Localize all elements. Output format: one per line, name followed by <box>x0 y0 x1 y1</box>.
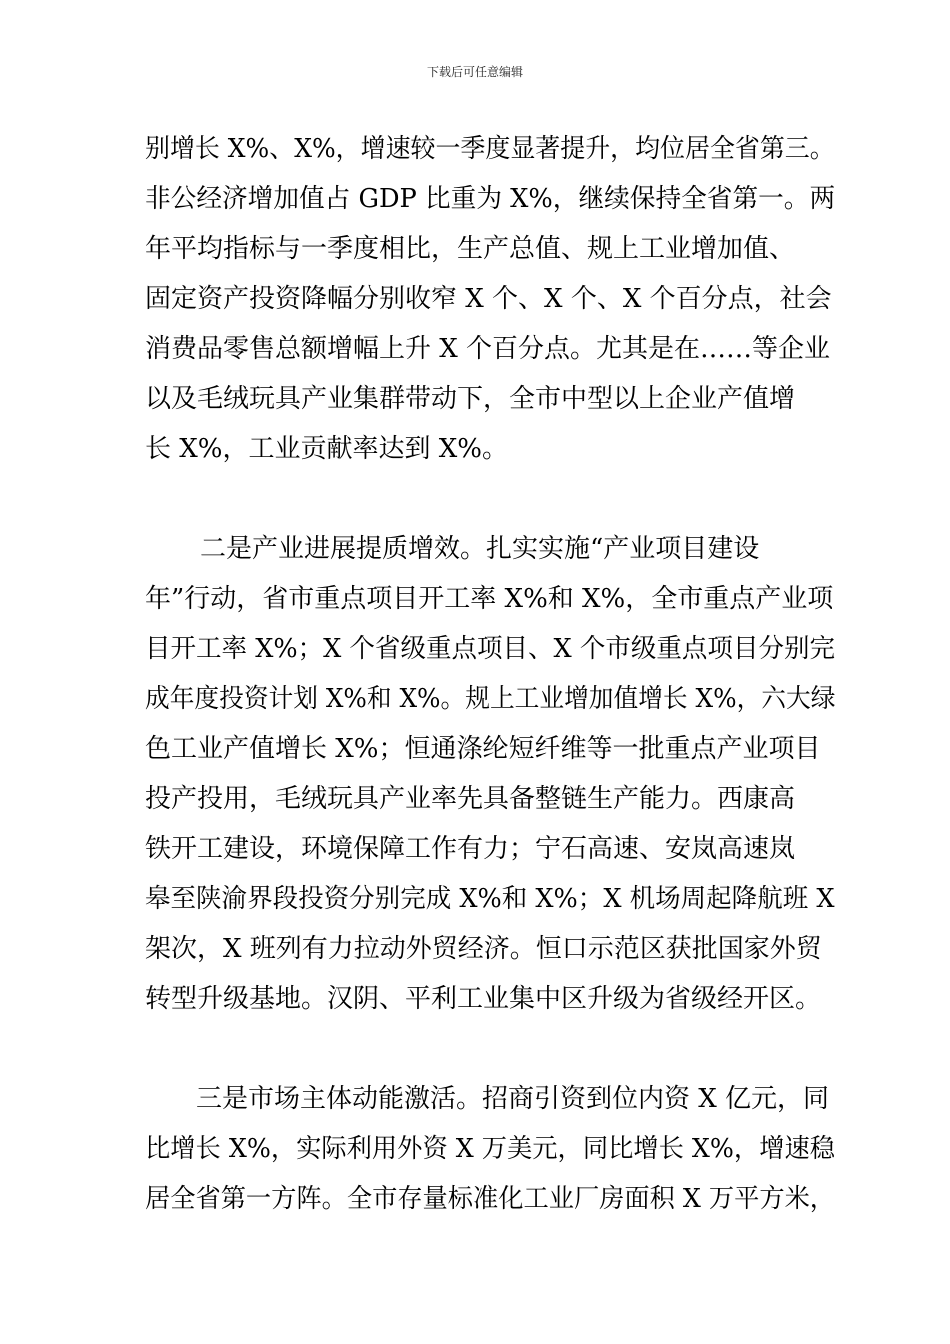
text-line: 铁开工建设，环境保障工作有力；宁石高速、安岚高速岚 <box>145 834 796 864</box>
text-line: 三是市场主体动能激活。招商引资到位内资 X 亿元，同 <box>196 1084 830 1114</box>
text-line: 长 X%，工业贡献率达到 X%。 <box>145 434 508 464</box>
text-line: 以及毛绒玩具产业集群带动下，全市中型以上企业产值增 <box>145 384 796 414</box>
text-line: 二是产业进展提质增效。扎实实施“产业项目建设 <box>200 534 760 564</box>
text-line: 投产投用，毛绒玩具产业率先具备整链生产能力。西康高 <box>145 784 796 814</box>
text-line: 固定资产投资降幅分别收窄 X 个、X 个、X 个百分点，社会 <box>145 284 832 314</box>
text-line: 目开工率 X%；X 个省级重点项目、X 个市级重点项目分别完 <box>145 634 836 664</box>
text-line: 架次，X 班列有力拉动外贸经济。恒口示范区获批国家外贸 <box>145 934 822 964</box>
text-line: 成年度投资计划 X%和 X%。规上工业增加值增长 X%，六大绿 <box>145 684 836 714</box>
page-header-note: 下载后可任意编辑 <box>426 65 523 79</box>
text-line: 消费品零售总额增幅上升 X 个百分点。尤其是在……等企业 <box>145 334 831 364</box>
text-line: 转型升级基地。汉阴、平利工业集中区升级为省级经开区。 <box>145 984 822 1014</box>
text-line: 年平均指标与一季度相比，生产总值、规上工业增加值、 <box>145 234 796 264</box>
text-line: 别增长 X%、X%，增速较一季度显著提升，均位居全省第三。 <box>145 134 835 164</box>
text-line: 年”行动，省市重点项目开工率 X%和 X%，全市重点产业项 <box>145 584 834 614</box>
text-line: 皋至陕渝界段投资分别完成 X%和 X%；X 机场周起降航班 X <box>145 884 835 914</box>
text-line: 色工业产值增长 X%；恒通涤纶短纤维等一批重点产业项目 <box>145 734 821 764</box>
text-line: 居全省第一方阵。全市存量标准化工业厂房面积 X 万平方米， <box>145 1184 836 1214</box>
text-line: 非公经济增加值占 GDP 比重为 X%，继续保持全省第一。两 <box>145 184 836 214</box>
text-line: 比增长 X%，实际利用外资 X 万美元，同比增长 X%，增速稳 <box>145 1134 835 1164</box>
